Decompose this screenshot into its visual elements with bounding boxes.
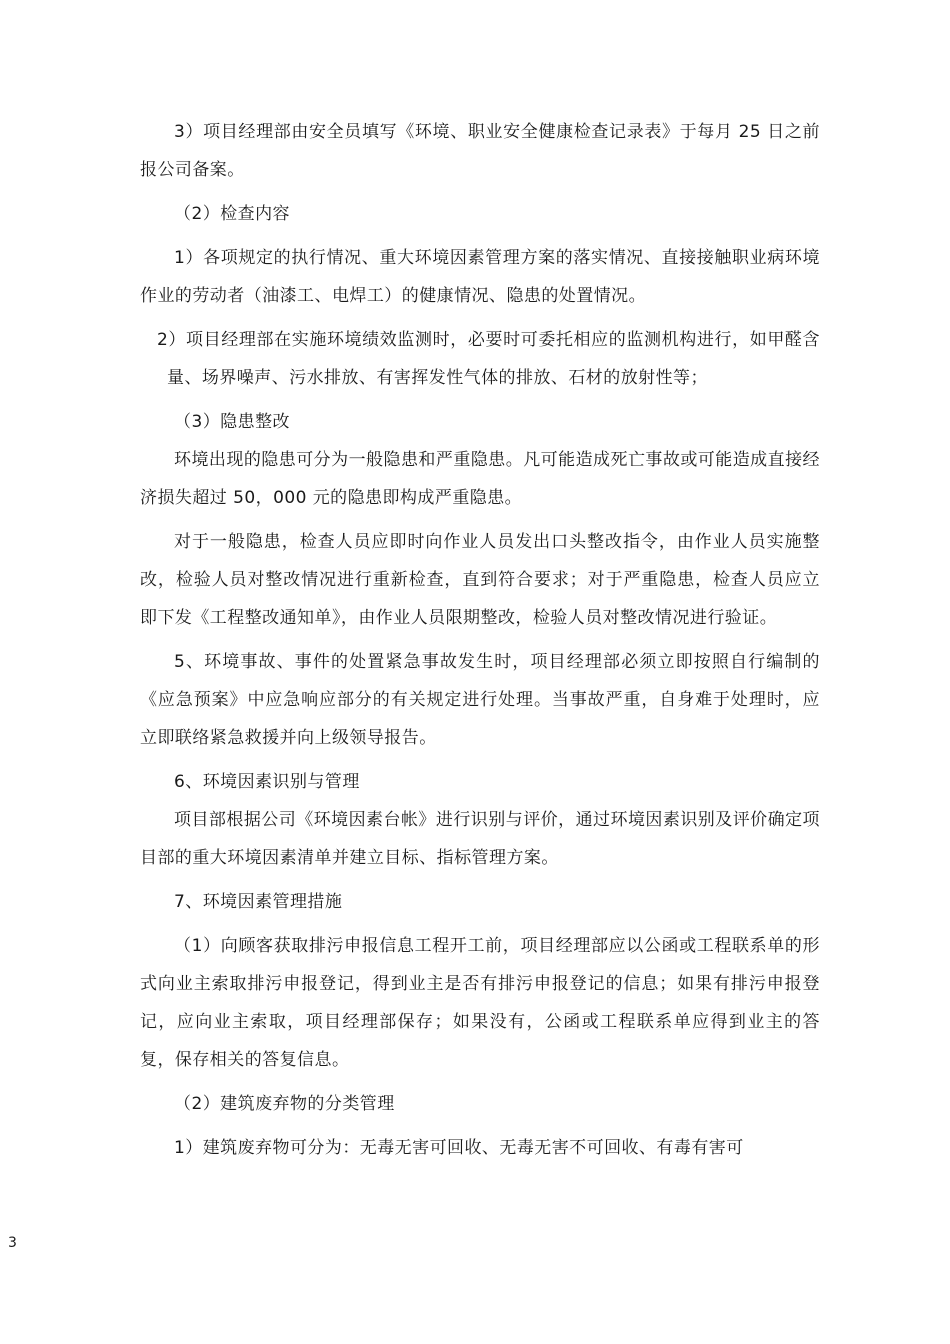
paragraph-discharge-declaration: （1）向顾客获取排污申报信息工程开工前，项目经理部应以公函或工程联系单的形式向业主索取排污申报登记，得到业主是否有排污申报登记的信息；如果有排污申报登记，应向业主索取，项目经理部保存；如果没有，公函或工程联系单应得到业主的答复，保存相关的答复信息。 <box>140 936 820 1070</box>
heading-7-measures: 7、环境因素管理措施 <box>174 892 343 912</box>
paragraph-general-hazard: 对于一般隐患，检查人员应即时向作业人员发出口头整改指令，由作业人员实施整改，检验人员对整改情况进行重新检查，直到符合要求；对于严重隐患，检查人员应立即下发《工程整改通知单》，由作业人员限期整改，检验人员对整改情况进行验证。 <box>140 532 820 628</box>
heading-hazard-rectification: （3）隐患整改 <box>174 412 290 432</box>
paragraph-5-emergency: 5、环境事故、事件的处置紧急事故发生时，项目经理部必须立即按照自行编制的《应急预案》中应急响应部分的有关规定进行处理。当事故严重，自身难于处理时，应立即联络紧急救援并向上级领导报告。 <box>140 652 820 748</box>
paragraph-waste-types: 1）建筑废弃物可分为：无毒无害可回收、无毒无害不可回收、有毒有害可 <box>174 1138 744 1158</box>
paragraph-3-report: 3）项目经理部由安全员填写《环境、职业安全健康检查记录表》于每月 25 日之前报公司备案。 <box>140 122 820 180</box>
paragraph-identification: 项目部根据公司《环境因素台帐》进行识别与评价，通过环境因素识别及评价确定项目部的重大环境因素清单并建立目标、指标管理方案。 <box>140 810 820 868</box>
heading-inspection-content: （2）检查内容 <box>174 204 290 224</box>
heading-waste-classification: （2）建筑废弃物的分类管理 <box>174 1094 395 1114</box>
paragraph-1-execution: 1）各项规定的执行情况、重大环境因素管理方案的落实情况、直接接触职业病环境作业的劳动者（油漆工、电焊工）的健康情况、隐患的处置情况。 <box>140 248 820 306</box>
paragraph-2-monitoring: 2）项目经理部在实施环境绩效监测时，必要时可委托相应的监测机构进行，如甲醛含量、场界噪声、污水排放、有害挥发性气体的排放、石材的放射性等； <box>157 330 820 388</box>
paragraph-hazard-types: 环境出现的隐患可分为一般隐患和严重隐患。凡可能造成死亡事故或可能造成直接经济损失超过 50，000 元的隐患即构成严重隐患。 <box>140 450 820 508</box>
body-text <box>140 113 820 1167</box>
heading-6-identification: 6、环境因素识别与管理 <box>174 772 360 792</box>
page-number: 3 <box>8 1235 17 1251</box>
